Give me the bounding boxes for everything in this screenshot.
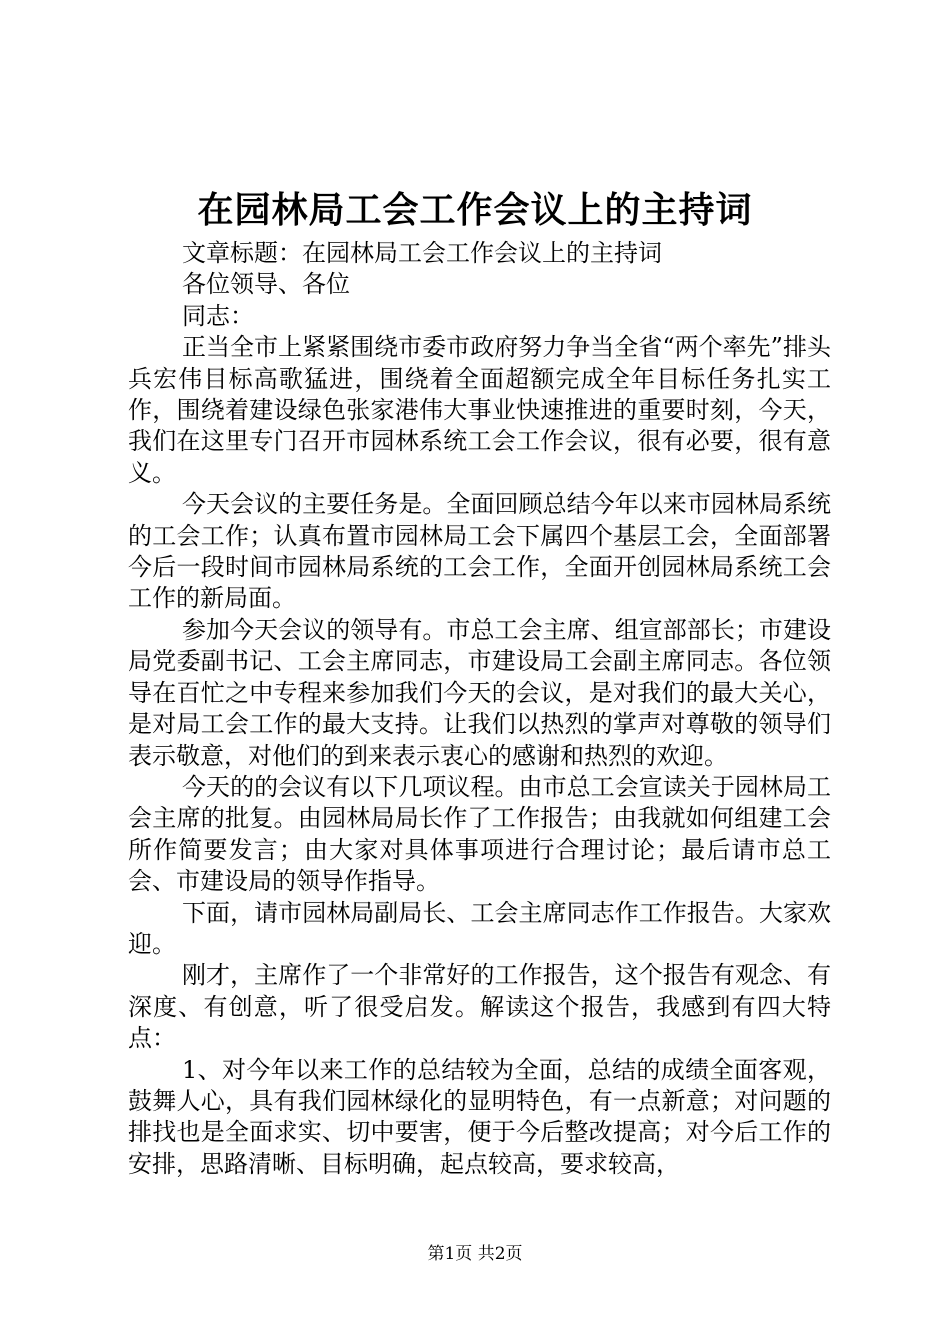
paragraph-opening: 正当全市上紧紧围绕市委市政府努力争当全省“两个率先”排头兵宏伟目标高歌猛进，围绕着全面超额完成全年目标任务扎实工作，围绕着建设绿色张家港伟大事业快速推进的重要时刻，今天，我们在这里专门召开市园林系统工会工作会议，很有必要，很有意义。 [128, 333, 831, 487]
paragraph-report-intro: 下面，请市园林局副局长、工会主席同志作工作报告。大家欢迎。 [128, 898, 831, 958]
paragraph-report-comment: 刚才，主席作了一个非常好的工作报告，这个报告有观念、有深度、有创意，听了很受启发。解读这个报告，我感到有四大特点： [128, 961, 831, 1053]
paragraph-attendees: 参加今天会议的领导有。市总工会主席、组宣部部长；市建设局党委副书记、工会主席同志，市建设局工会副主席同志。各位领导在百忙之中专程来参加我们今天的会议，是对我们的最大关心，是对局工会工作的最大支持。让我们以热烈的掌声对尊敬的领导们表示敬意，对他们的到来表示衷心的感谢和热烈的欢迎。 [128, 615, 831, 770]
paragraph-article-title: 文章标题：在园林局工会工作会议上的主持词 [182, 239, 662, 267]
paragraph-feature-1: 1、对今年以来工作的总结较为全面，总结的成绩全面客观，鼓舞人心，具有我们园林绿化的显明特色，有一点新意；对问题的排找也是全面求实、切中要害，便于今后整改提高；对今后工作的安排，思路清晰、目标明确，起点较高，要求较高， [128, 1055, 831, 1178]
paragraph-salutation-cont: 同志： [182, 301, 254, 330]
paragraph-agenda: 今天的的会议有以下几项议程。由市总工会宣读关于园林局工会主席的批复。由园林局局长作了工作报告；由我就如何组建工会所作简要发言；由大家对具体事项进行合理讨论；最后请市总工会、市建设局的领导作指导。 [128, 772, 831, 896]
document-title: 在园林局工会工作会议上的主持词 [197, 189, 753, 231]
page-footer: 第1页 共2页 [427, 1244, 523, 1264]
document-body [128, 238, 831, 1180]
paragraph-salutation: 各位领导、各位 [182, 270, 350, 299]
paragraph-main-task: 今天会议的主要任务是。全面回顾总结今年以来市园林局系统的工会工作；认真布置市园林局工会下属四个基层工会，全面部署今后一段时间市园林局系统的工会工作，全面开创园林局系统工会工作的新局面。 [128, 490, 831, 613]
